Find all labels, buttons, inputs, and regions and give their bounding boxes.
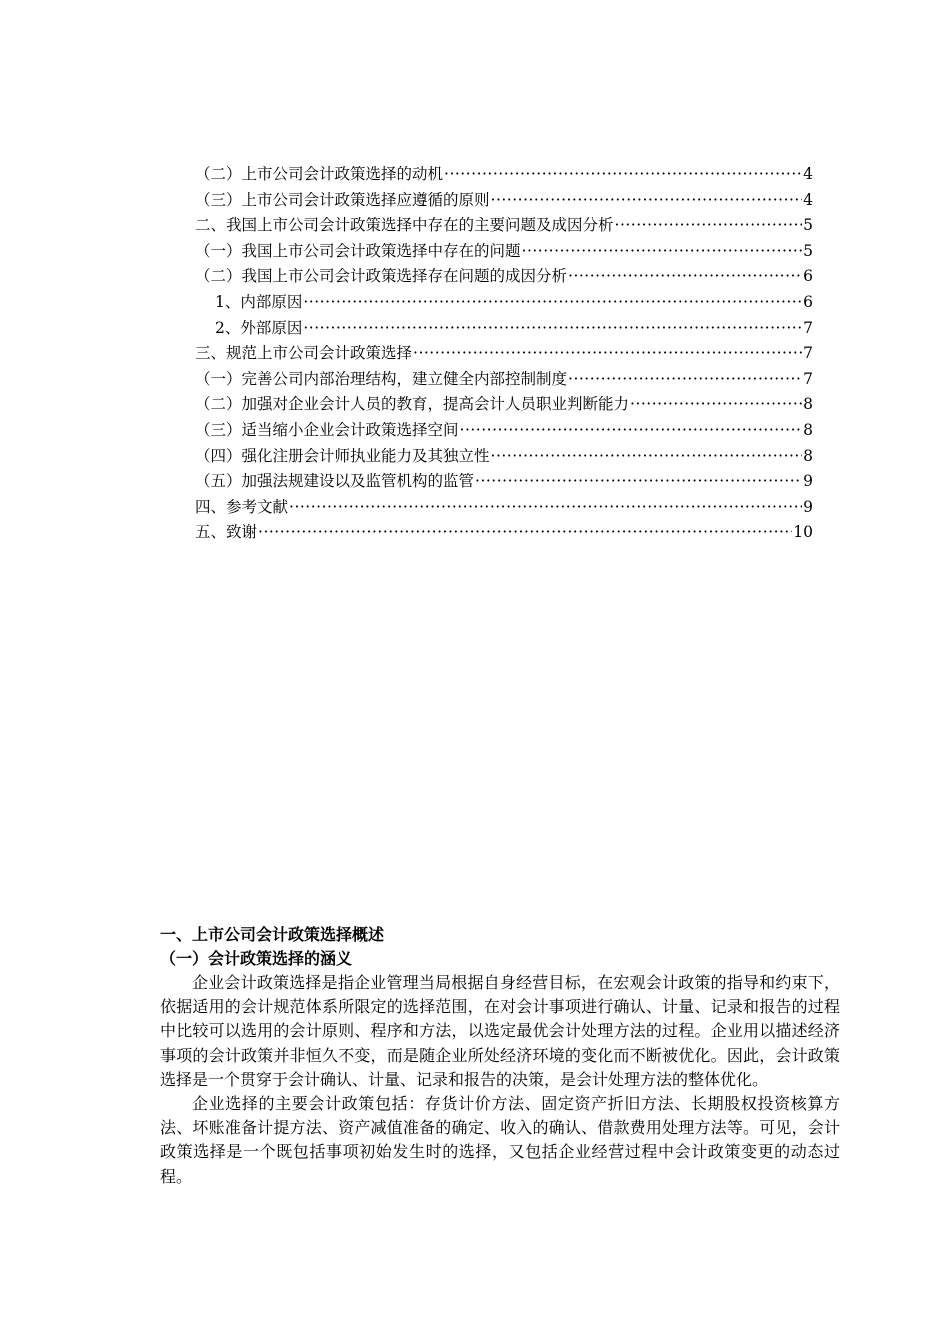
toc-leader-dots (289, 495, 802, 521)
toc-leader-dots (460, 418, 802, 444)
toc-leader-dots (568, 264, 802, 290)
toc-entry[interactable] (195, 520, 813, 546)
toc-entry-page: 8 (803, 395, 813, 414)
toc-entry[interactable] (195, 188, 813, 214)
toc-entry[interactable] (195, 469, 813, 495)
toc-entry-page: 8 (803, 420, 813, 439)
toc-entry-title: 三、规范上市公司会计政策选择 (195, 344, 413, 363)
toc-entry-page: 8 (803, 446, 813, 465)
toc-entry-page: 10 (793, 523, 813, 542)
toc-entry[interactable] (195, 162, 813, 188)
toc-entry-title: （三）上市公司会计政策选择应遵循的原则 (195, 190, 490, 209)
toc-leader-dots (413, 341, 802, 367)
body-paragraph: 企业选择的主要会计政策包括：存货计价方法、固定资产折旧方法、长期股权投资核算方法、坏账准备计提方法、资产减值准备的确定、收入的确认、借款费用处理方法等。可见，会计政策选择是一个既包括事项初始发生时的选择，又包括企业经营过程中会计政策变更的动态过程。 (160, 1094, 840, 1186)
toc-entry-page: 9 (803, 497, 813, 516)
section-subheading: （一）会计政策选择的涵义 (160, 949, 353, 968)
toc-leader-dots (630, 392, 802, 418)
toc-entry-page: 7 (803, 369, 813, 388)
toc-entry-page: 5 (803, 216, 813, 235)
toc-entry-page: 6 (803, 267, 813, 286)
toc-leader-dots (522, 239, 802, 265)
toc-entry-title: （三）适当缩小企业会计政策选择空间 (195, 420, 459, 439)
chapter-section (160, 923, 840, 1189)
toc-entry-title: （二）上市公司会计政策选择的动机 (195, 165, 444, 183)
toc-entry[interactable] (195, 239, 813, 265)
toc-entry[interactable] (195, 213, 813, 239)
toc-entry[interactable] (195, 444, 813, 470)
toc-leader-dots (491, 188, 802, 214)
chapter-heading: 一、上市公司会计政策选择概述 (160, 925, 385, 944)
toc-leader-dots (491, 444, 802, 470)
toc-entry[interactable] (195, 495, 813, 521)
toc-entry[interactable] (195, 316, 813, 342)
toc-entry-page: 7 (803, 318, 813, 337)
toc-leader-dots (303, 316, 802, 342)
toc-entry[interactable] (195, 264, 813, 290)
toc-entry[interactable] (195, 367, 813, 393)
toc-leader-dots (568, 367, 802, 393)
toc-entry-title: （二）我国上市公司会计政策选择存在问题的成因分析 (195, 267, 568, 286)
toc-entry-page: 5 (803, 241, 813, 260)
toc-leader-dots (615, 213, 802, 239)
toc-entry-page: 4 (803, 190, 813, 209)
toc-entry[interactable] (195, 418, 813, 444)
toc-leader-dots (444, 162, 802, 188)
toc-entry-title: 四、参考文献 (195, 497, 289, 516)
toc-entry[interactable] (195, 392, 813, 418)
toc-entry-title: （二）加强对企业会计人员的教育，提高会计人员职业判断能力 (195, 395, 630, 414)
table-of-contents (195, 162, 813, 546)
toc-entry-title: 五、致谢 (195, 523, 258, 542)
toc-entry-title: （一）完善公司内部治理结构，建立健全内部控制制度 (195, 369, 568, 388)
toc-entry-page: 4 (803, 165, 813, 183)
body-paragraph: 企业会计政策选择是指企业管理当局根据自身经营目标，在宏观会计政策的指导和约束下，依据适用的会计规范体系所限定的选择范围，在对会计事项进行确认、计量、记录和报告的过程中比较可以选用的会计原则、程序和方法，以选定最优会计处理方法的过程。企业用以描述经济事项的会计政策并非恒久不变，而是随企业所处经济环境的变化而不断被优化。因此，会计政策选择是一个贯穿于会计确认、计量、记录和报告的决策，是会计处理方法的整体优化。 (160, 973, 840, 1089)
toc-entry-title: 二、我国上市公司会计政策选择中存在的主要问题及成因分析 (195, 216, 614, 235)
toc-entry-title: 2、外部原因 (215, 318, 303, 337)
toc-entry-title: 1、内部原因 (215, 292, 303, 311)
toc-entry-title: （一）我国上市公司会计政策选择中存在的问题 (195, 241, 521, 260)
toc-leader-dots (303, 290, 802, 316)
toc-entry-title: （四）强化注册会计师执业能力及其独立性 (195, 446, 490, 465)
toc-leader-dots (475, 469, 802, 495)
toc-entry-page: 9 (803, 472, 813, 491)
toc-entry-title: （五）加强法规建设以及监管机构的监管 (195, 472, 475, 491)
toc-entry-page: 7 (803, 344, 813, 363)
toc-entry-page: 6 (803, 292, 813, 311)
toc-entry[interactable] (195, 341, 813, 367)
toc-leader-dots (258, 520, 792, 546)
toc-entry[interactable] (195, 290, 813, 316)
